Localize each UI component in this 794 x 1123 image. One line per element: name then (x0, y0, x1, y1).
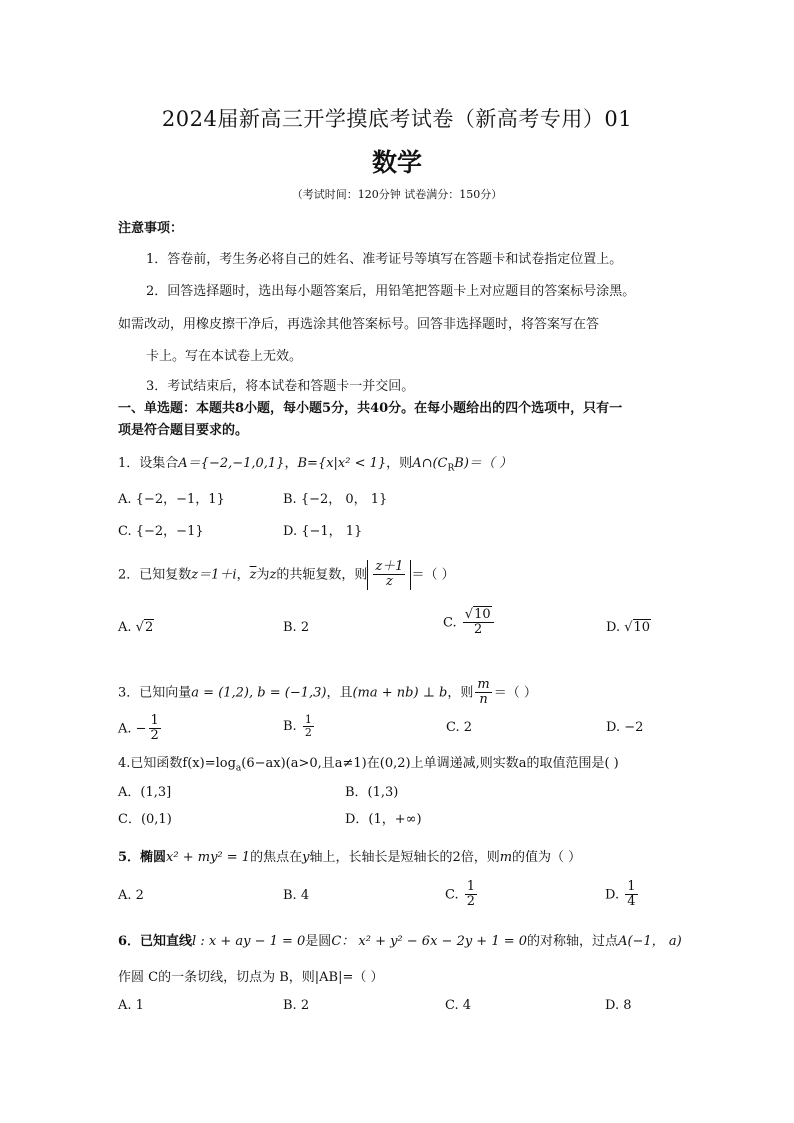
q2-opt-a-sqrt: √2 (135, 620, 154, 635)
q2-opt-a-rad: 2 (144, 620, 154, 635)
q2-stem-e: ＝（ ） (411, 567, 455, 583)
q5-equation: x² + my² = 1 (166, 850, 251, 865)
q2-opt-c-frac (463, 608, 494, 638)
question-6-line-2: 作圆 C的一条切线，切点为 B，则|AB|=（ ） (118, 970, 384, 985)
q3-options (118, 714, 684, 744)
q1-stem: 1．设集合 (118, 456, 179, 471)
q2-abs-fraction (367, 560, 411, 590)
q3-condition: (ma + nb) ⊥ b (352, 685, 448, 701)
q1-sub: R (447, 463, 455, 474)
subject-title: 数学 (371, 148, 422, 177)
q5-opt-d-num: 1 (627, 879, 636, 894)
q6-point: A(−1， a) (618, 934, 682, 949)
section-1-heading (118, 398, 684, 442)
q5-options (118, 880, 684, 910)
q2-stem: 2．已知复数 (118, 567, 192, 583)
q2-opt-c-rad: 10 (474, 607, 491, 622)
q3-option-b[interactable] (283, 714, 446, 744)
q1-option-d[interactable]: D. {−1， 1} (283, 524, 363, 539)
q3-opt-b-label: B. (283, 719, 297, 735)
q1-options-row-1 (118, 488, 684, 507)
question-1 (118, 452, 684, 474)
q2-opt-d-label: D. (606, 620, 621, 635)
q4-sub: a (235, 763, 242, 774)
q2-stem-d: 的共轭复数，则 (276, 567, 368, 583)
question-4 (118, 752, 684, 774)
section-1-line-2: 项是符合题目要求的。 (118, 423, 249, 438)
q3-num: m (477, 677, 490, 692)
q2-z: z (269, 567, 277, 583)
q1-options-row-2 (118, 520, 684, 539)
q5-opt-d-frac (625, 880, 637, 910)
q5-stem: 5．椭圆 (118, 850, 167, 865)
q2-option-c[interactable] (443, 608, 606, 638)
q3-opt-a-den: 2 (150, 728, 159, 744)
q3-stem-d: ＝（ ） (493, 685, 537, 701)
q5-opt-d-label: D. (605, 887, 620, 903)
q3-stem-b: ，且 (326, 685, 353, 701)
q3-fraction (475, 678, 491, 708)
q5-option-d[interactable] (605, 880, 640, 910)
question-2 (118, 560, 684, 590)
q5-option-c[interactable] (445, 880, 605, 910)
q5-opt-d-den: 4 (627, 894, 636, 910)
q1-set-a: A＝{−2,−1,0,1} (178, 456, 285, 471)
q1-option-c[interactable]: C. {−2，−1} (118, 524, 204, 539)
q2-num: z＋1 (375, 559, 404, 574)
q3-opt-b-den: 2 (304, 726, 312, 740)
q1-expr-end: B)＝（ ） (454, 456, 513, 471)
q2-opt-c-label: C. (443, 615, 457, 631)
q2-fraction (373, 560, 405, 590)
q5-m: m (499, 850, 513, 865)
q6-circle: C： x² + y² − 6x − 2y + 1 = 0 (331, 934, 528, 949)
q3-opt-a-label: A. − (118, 721, 147, 737)
q1-option-a[interactable]: A. {−2，−1，1} (118, 492, 225, 507)
q5-opt-c-label: C. (445, 887, 459, 903)
q2-z-def: z＝1＋i (191, 567, 237, 583)
notice-item-1: 1．答卷前，考生务必将自己的姓名、准考证号等填写在答题卡和试卷指定位置上。 (146, 252, 623, 267)
q4-option-c[interactable]: C．(0,1) (118, 812, 172, 827)
q3-den: n (479, 692, 488, 708)
q6-stem: 6．已知直线 (118, 934, 193, 949)
q5-stem-d: 的值为（ ） (512, 850, 582, 865)
q4-stem-b: (6−ax)(a>0,且a≠1)在(0,2)上单调递减,则实数a的取值范围是( ) (241, 756, 619, 771)
q4-options-row-1 (118, 781, 684, 800)
q3-opt-a-frac (149, 714, 161, 744)
q1-stem-b: ，则 (386, 456, 413, 471)
q3-option-c[interactable]: C. 2 (446, 720, 473, 735)
q3-stem-c: ，则 (447, 685, 474, 701)
q5-opt-c-frac (465, 880, 477, 910)
q2-den: z (385, 574, 393, 590)
q2-opt-a-label: A. (118, 620, 132, 635)
q6-option-a[interactable]: A. 1 (118, 998, 144, 1013)
q3-vectors: a = (1,2), b = (−1,3) (191, 685, 327, 701)
notice-title: 注意事项： (118, 221, 184, 236)
q2-sep: ， (236, 567, 250, 583)
q3-opt-b-frac (303, 714, 314, 739)
q4-options-row-2 (118, 808, 684, 827)
section-1-line-1: 一、单选题：本题共8小题，每小题5分，共40分。在每小题给出的四个选项中，只有一 (118, 401, 623, 416)
q5-option-a[interactable]: A. 2 (118, 888, 144, 903)
q5-y: y (302, 850, 310, 865)
q1-set-b: B={x|x² < 1} (297, 456, 387, 471)
q6-stem-b: 是圆 (305, 934, 332, 949)
q5-stem-b: 的焦点在 (250, 850, 303, 865)
q3-opt-a-num: 1 (150, 713, 159, 728)
q3-option-a[interactable] (118, 714, 283, 744)
q2-options (118, 607, 684, 638)
question-5 (118, 846, 684, 865)
q3-opt-b-num: 1 (304, 713, 312, 726)
q6-option-c[interactable]: C. 4 (445, 998, 472, 1013)
q5-opt-c-num: 1 (466, 879, 476, 894)
exam-meta: （考试时间：120分钟 试卷满分：150分） (291, 188, 503, 201)
q2-stem-c: 为 (256, 567, 270, 583)
exam-title: 2024届新高三开学摸底考试卷（新高考专用）01 (161, 107, 633, 131)
q4-stem: 4.已知函数f(x)=log (118, 756, 236, 771)
q2-opt-d-rad: 10 (633, 620, 651, 635)
q6-line: l : x + ay − 1 = 0 (192, 934, 306, 949)
q5-option-b[interactable]: B. 4 (283, 888, 310, 903)
question-3 (118, 678, 684, 708)
q6-options (118, 998, 684, 1013)
q6-option-b[interactable]: B. 2 (283, 998, 310, 1013)
q1-expr: A∩(C (412, 456, 448, 471)
q2-option-a[interactable] (118, 620, 283, 638)
q4-option-d[interactable]: D．(1，+∞) (345, 812, 422, 827)
notice-item-2: 2．回答选择题时，选出每小题答案后，用铅笔把答题卡上对应题目的答案标号涂黑。 (146, 284, 636, 299)
q2-opt-c-num: √10 (463, 608, 494, 623)
q6-stem-c: 的对称轴，过点 (527, 934, 619, 949)
q2-opt-d-sqrt: √10 (624, 620, 651, 635)
q3-option-d[interactable]: D. −2 (606, 720, 644, 735)
q2-opt-c-den: 2 (474, 622, 483, 638)
q2-option-d[interactable] (606, 620, 651, 638)
q5-opt-c-den: 2 (466, 894, 476, 910)
q3-stem: 3．已知向量 (118, 685, 192, 701)
q5-stem-c: 轴上，长轴长是短轴长的2倍，则 (309, 850, 500, 865)
q1-option-b[interactable]: B. {−2， 0， 1} (283, 492, 388, 507)
q2-conj: $\overline{z}$ (249, 567, 257, 583)
question-6 (118, 930, 684, 949)
notice-item-3: 3．考试结束后，将本试卷和答题卡一并交回。 (146, 379, 415, 394)
q1-sep: ， (284, 456, 298, 471)
q6-option-d[interactable]: D. 8 (605, 998, 632, 1013)
q4-option-b[interactable]: B．(1,3) (345, 785, 399, 800)
q4-option-a[interactable]: A．(1,3] (118, 785, 172, 800)
q2-option-b[interactable]: B. 2 (283, 620, 310, 635)
notice-item-2-cont: 如需改动，用橡皮擦干净后，再选涂其他答案标号。回答非选择题时，将答案写在答 (118, 317, 600, 332)
notice-item-2-end: 卡上。写在本试卷上无效。 (146, 349, 303, 364)
